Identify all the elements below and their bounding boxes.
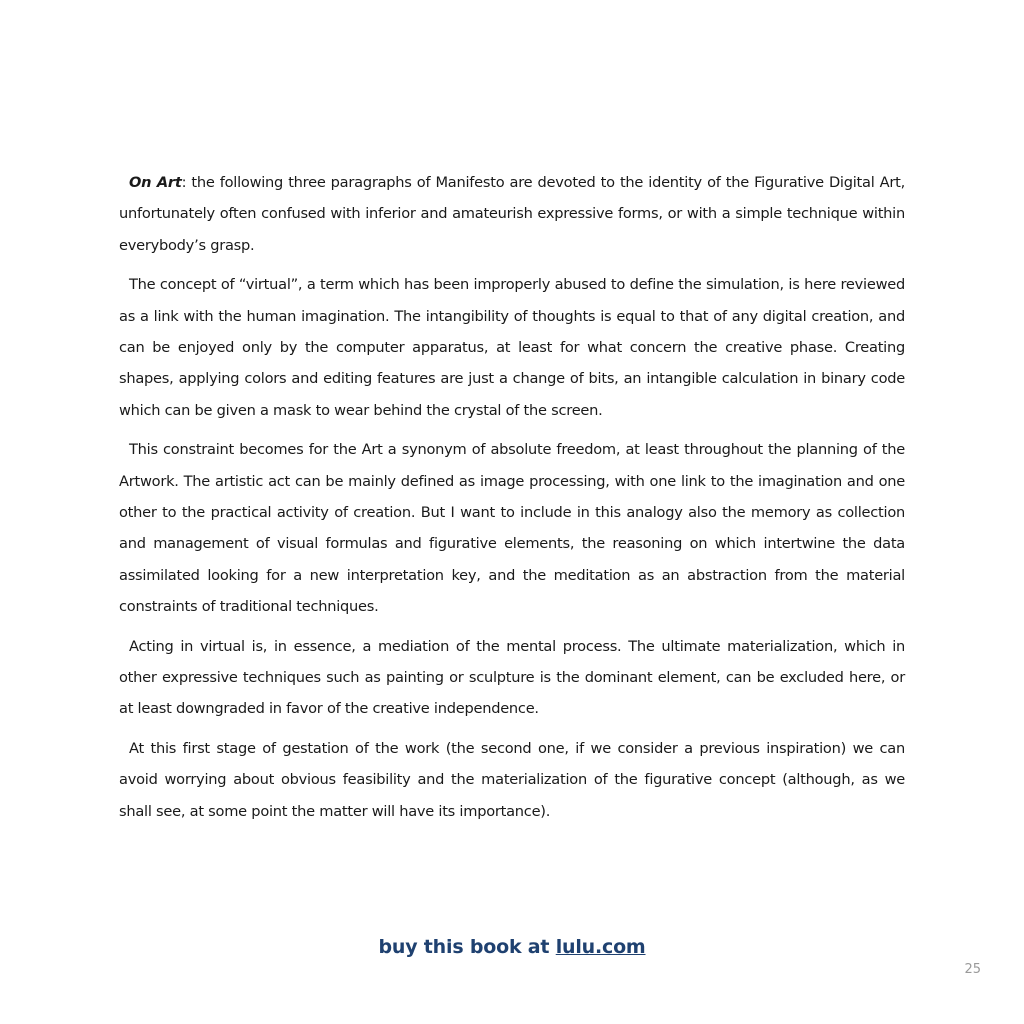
paragraph-on-art bbox=[119, 167, 905, 261]
paragraph-constraint-freedom bbox=[119, 434, 905, 622]
paragraph-virtual-concept bbox=[119, 269, 905, 425]
paragraph-text: The concept of “virtual”, a term which has been improperly abused to define the simulation, is here reviewed as a link with the human imagination. The intangibility of thoughts is equal to that of any digital creation, and can be enjoyed only by the computer apparatus, at least for what concern the creative phase. Creating shapes, applying colors and editing features are just a change of bits, an intangible calculation in binary code which can be given a mask to wear behind the crystal of the screen. bbox=[119, 276, 905, 419]
paragraph-lead-on-art: On Art bbox=[129, 174, 182, 191]
lulu-link[interactable]: lulu.com bbox=[555, 936, 646, 958]
paragraph-text: : the following three paragraphs of Manifesto are devoted to the identity of the Figurative Digital Art, unfortunately often confused with inferior and amateurish expressive forms, or with a simple technique within everybody’s grasp. bbox=[119, 174, 905, 254]
paragraph-text: At this first stage of gestation of the work (the second one, if we consider a previous inspiration) we can avoid worrying about obvious feasibility and the materialization of the figurative concept (although, as we shall see, at some point the matter will have its importance). bbox=[119, 740, 905, 820]
page-number: 25 bbox=[964, 962, 981, 977]
paragraph-acting-virtual bbox=[119, 631, 905, 725]
paragraph-first-stage bbox=[119, 733, 905, 827]
body-text bbox=[119, 167, 905, 835]
paragraph-text: This constraint becomes for the Art a synonym of absolute freedom, at least throughout the planning of the Artwork. The artistic act can be mainly defined as image processing, with one link to the imagination and one other to the practical activity of creation. But I want to include in this analogy also the memory as collection and management of visual formulas and figurative elements, the reasoning on which intertwine the data assimilated looking for a new interpretation key, and the meditation as an abstraction from the material constraints of traditional techniques. bbox=[119, 441, 905, 615]
buy-book-footer bbox=[0, 936, 1024, 958]
buy-book-prefix: buy this book at bbox=[378, 936, 556, 958]
paragraph-text: Acting in virtual is, in essence, a mediation of the mental process. The ultimate materialization, which in other expressive techniques such as painting or sculpture is the dominant element, can be excluded here, or at least downgraded in favor of the creative independence. bbox=[119, 637, 905, 718]
